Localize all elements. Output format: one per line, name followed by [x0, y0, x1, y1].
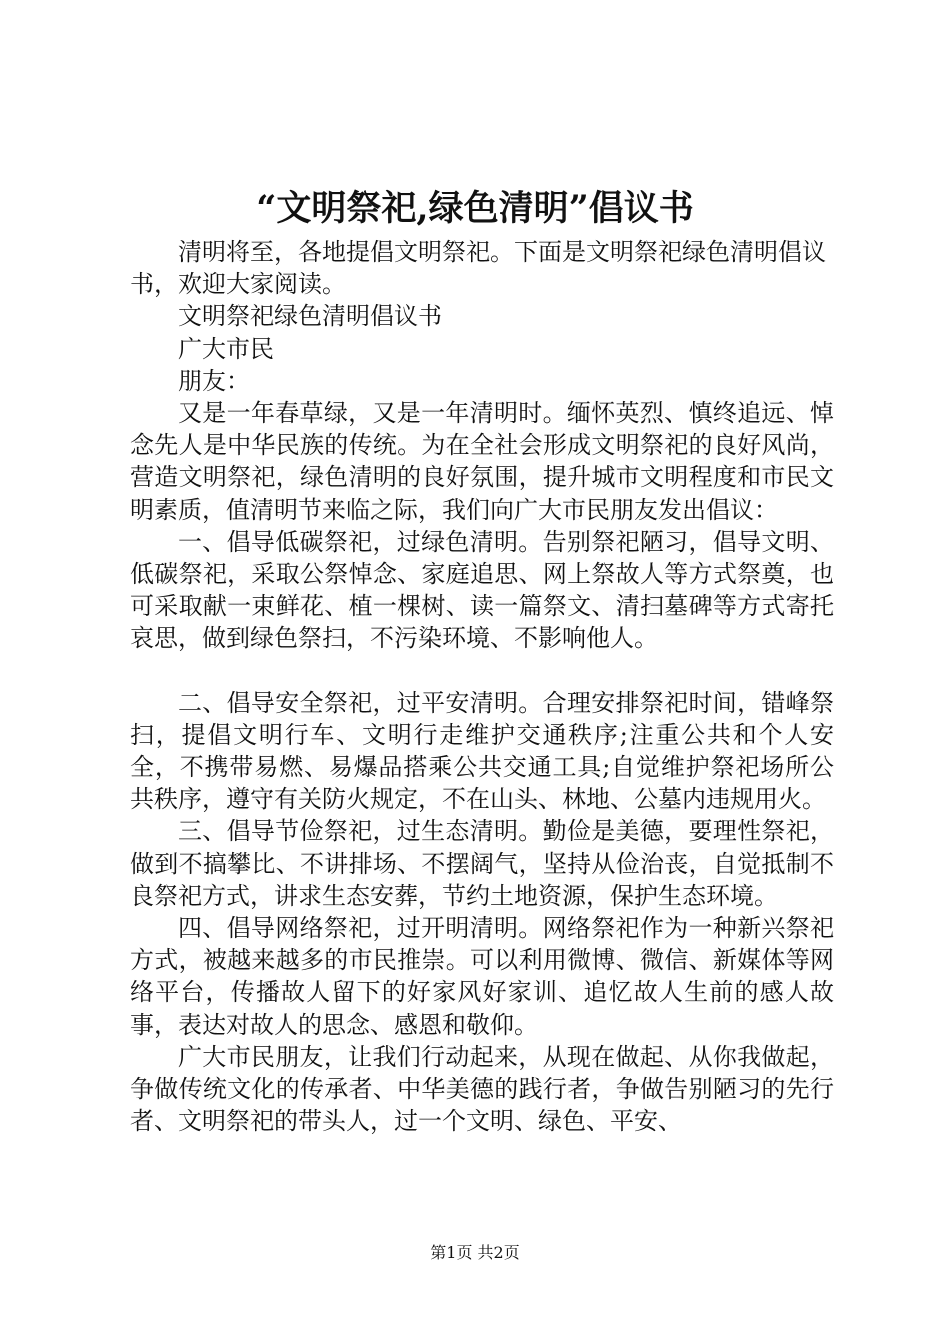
opening-paragraph: 又是一年春草绿，又是一年清明时。缅怀英烈、慎终追远、悼念先人是中华民族的传统。为在全社会形成文明祭祀的良好风尚，营造文明祭祀，绿色清明的良好氛围，提升城市文明程度和市民文明素质，值清明节来临之际，我们向广大市民朋友发出倡议：	[130, 399, 834, 524]
document-title: “文明祭祀,绿色清明”倡议书	[256, 188, 694, 229]
closing-paragraph: 广大市民朋友，让我们行动起来，从现在做起、从你我做起，争做传统文化的传承者、中华美德的践行者，争做告别陋习的先行者、文明祭祀的带头人，过一个文明、绿色、平安、	[130, 1042, 834, 1136]
subtitle-line: 文明祭祀绿色清明倡议书	[178, 302, 442, 331]
document-body	[130, 236, 834, 1137]
proposal-2-paragraph: 二、倡导安全祭祀，过平安清明。合理安排祭祀时间，错峰祭扫，提倡文明行车、文明行走维护交通秩序;注重公共和个人安全，不携带易燃、易爆品搭乘公共交通工具;自觉维护祭祀场所公共秩序，遵守有关防火规定，不在山头、林地、公墓内违规用火。	[130, 688, 834, 814]
salutation-line-2: 朋友：	[178, 366, 250, 395]
page-footer: 第1页 共2页	[430, 1243, 520, 1262]
proposal-1-paragraph: 一、倡导低碳祭祀，过绿色清明。告别祭祀陋习，倡导文明、低碳祭祀，采取公祭悼念、家庭追思、网上祭故人等方式祭奠，也可采取献一束鲜花、植一棵树、读一篇祭文、清扫墓碑等方式寄托哀思，做到绿色祭扫，不污染环境、不影响他人。	[130, 527, 834, 653]
proposal-4-paragraph: 四、倡导网络祭祀，过开明清明。网络祭祀作为一种新兴祭祀方式，被越来越多的市民推崇。可以利用微博、微信、新媒体等网络平台，传播故人留下的好家风好家训、追忆故人生前的感人故事，表达对故人的思念、感恩和敬仰。	[130, 914, 834, 1039]
intro-paragraph: 清明将至，各地提倡文明祭祀。下面是文明祭祀绿色清明倡议书，欢迎大家阅读。	[130, 238, 826, 299]
salutation-line-1: 广大市民	[178, 334, 274, 363]
proposal-3-paragraph: 三、倡导节俭祭祀，过生态清明。勤俭是美德，要理性祭祀，做到不搞攀比、不讲排场、不摆阔气，坚持从俭治丧，自觉抵制不良祭祀方式，讲求生态安葬，节约土地资源，保护生态环境。	[130, 817, 834, 910]
